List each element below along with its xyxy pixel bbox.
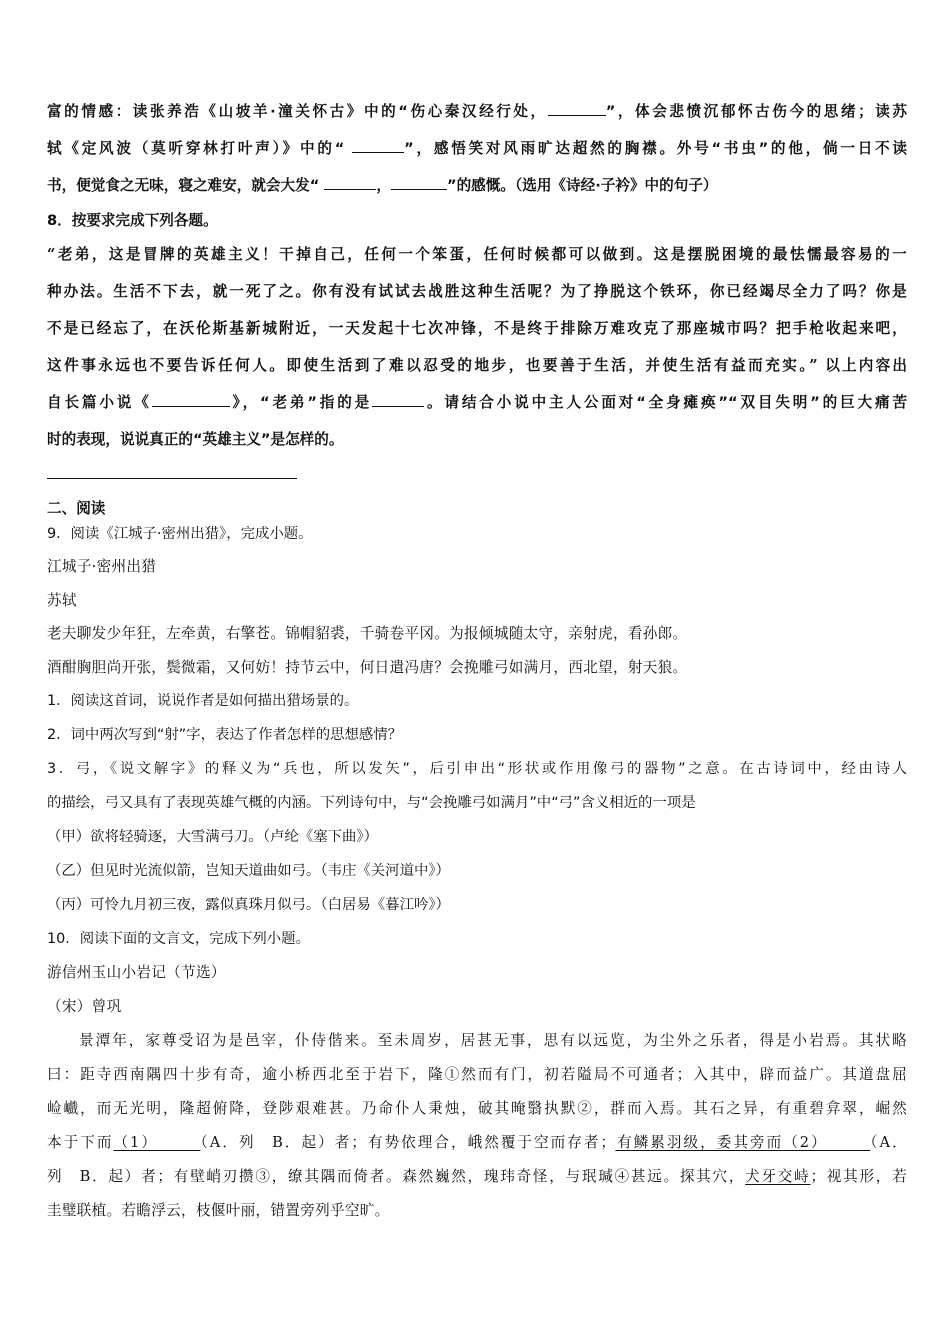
section-title: 二、阅读 [47,500,106,517]
essay-line: 景潭年，家尊受诏为是邑宰，仆侍偕来。至未周岁，居甚无事，思有以远览，为尘外之乐者，得是小岩焉。其状略 [79,1032,907,1049]
q9-heading: 9．阅读《江城子·密州出猎》，完成小题。 [47,526,313,542]
option-a: （甲）欲将轻骑逐，大雪满弓刀。（卢纶《塞下曲》） [47,829,378,845]
q8-passage-line: 种办法。生活不下去，就一死了之。你有没有试试去战胜这种生活呢？为了挣脱这个铁环，你已经竭尽全力了吗？你是 [47,283,907,300]
q9-subquestion-3-cont: 的描绘，弓又具有了表现英雄气概的内涵。下列诗句中，与“会挽雕弓如满月”中“弓”含义相近的一项是 [47,795,696,811]
blank-1[interactable]: （1） [113,1134,151,1151]
poem-author: 苏轼 [47,592,77,609]
blank-2[interactable]: （2） [783,1134,821,1151]
q9-subquestion-3: 3．弓，《说文解字》的释义为“兵也，所以发矢”，后引申出“形状或作用像弓的器物”之意。在古诗词中，经由诗人 [47,761,907,777]
q8-passage-line: 不是已经忘了，在沃伦斯基新城附近，一天发起十七次冲锋，不是终于排除万难攻克了那座城市吗？把手枪收起来吧， [47,320,907,337]
fill-blank[interactable] [548,101,606,116]
q7-line-3: 书，便觉食之无味，寝之难安，就会大发“ ， ”的感慨。（选用《诗经·子衿》中的句子） [47,177,718,194]
option-c: （丙）可怜九月初三夜，露似真珠月似弓。（白居易《暮江吟》） [47,897,450,913]
fill-blank[interactable] [352,138,404,153]
q8-passage-line: “老弟，这是冒牌的英雄主义！干掉自己，任何一个笨蛋，任何时候都可以做到。这是摆脱困境的最怯懦最容易的一 [47,246,907,263]
essay-line: 列 B．起）者；有壁峭刃攒③，缭其隅而倚者。森然巍然，瑰玮奇怪，与珉瑊④甚远。探其穴，犬牙交峙；视其形，若 [47,1168,907,1185]
essay-line: 崄巇，而无光明，隆超俯降，登陟艰难甚。乃命仆人秉烛，破其晻翳执默②，群而入焉。其石之异，有重碧弇翠，崛然 [47,1100,907,1117]
poem-verse: 酒酣胸胆尚开张，鬓微霜，又何妨！持节云中，何日遣冯唐？会挽雕弓如满月，西北望，射天狼。 [47,659,688,676]
q7-line-1: 富的情感：读张养浩《山坡羊·潼关怀古》中的“伤心秦汉经行处， ”，体会悲愤沉郁怀古伤今的思绪；读苏 [47,103,908,120]
q8-heading: 8．按要求完成下列各题。 [47,212,218,229]
fill-blank[interactable] [391,175,447,190]
fill-blank[interactable] [152,392,230,407]
essay-line: 圭璧联植。若瞻浮云，枝偃叶丽，错置旁列乎空旷。 [47,1202,390,1219]
q8-question-line: 时的表现，说说真正的“英雄主义”是怎样的。 [47,431,344,448]
q9-subquestion-1: 1．阅读这首词，说说作者是如何描出猎场景的。 [47,693,359,709]
answer-line[interactable] [47,478,297,479]
q9-subquestion-2: 2．词中两次写到“射”字，表达了作者怎样的思想感情？ [47,727,403,743]
essay-line: 曰：距寺西南隅四十步有奇，逾小桥西北至于岩下，隆①然而有门，初若隘局不可通者；入其中，辟而益广。其道盘屈 [47,1066,907,1083]
q10-heading: 10．阅读下面的文言文，完成下列小题。 [47,931,310,947]
poem-verse: 老夫聊发少年狂，左牵黄，右擎苍。锦帽貂裘，千骑卷平冈。为报倾城随太守，亲射虎，看孙郎。 [47,625,688,642]
q7-line-2: 轼《定风波（莫听穿林打叶声）》中的“ ”，感悟笑对风雨旷达超然的胸襟。外号“书虫”的他，倘一日不读 [47,140,908,157]
q8-question-line: 自长篇小说《 》，“老弟”指的是 。请结合小说中主人公面对“全身瘫痪”“双目失明”的巨大痛苦 [47,394,907,411]
essay-author: （宋）曾巩 [47,998,122,1015]
fill-blank[interactable] [324,175,376,190]
essay-title: 游信州玉山小岩记（节选） [47,964,226,981]
poem-title: 江城子·密州出猎 [47,558,157,575]
option-b: （乙）但见时光流似箭，岂知天道曲如弓。（韦庄《关河道中》） [47,863,450,879]
q8-passage-line: 这件事永远也不要告诉任何人。即使生活到了难以忍受的地步，也要善于生活，并使生活有益而充实。” 以上内容出 [47,357,907,374]
fill-blank[interactable] [372,392,424,407]
essay-line: 本于下而（1） （A．列 B．起）者；有势依理合，峨然覆于空而存者；有鳞累羽级，委其旁而（2） （A． [47,1134,907,1151]
